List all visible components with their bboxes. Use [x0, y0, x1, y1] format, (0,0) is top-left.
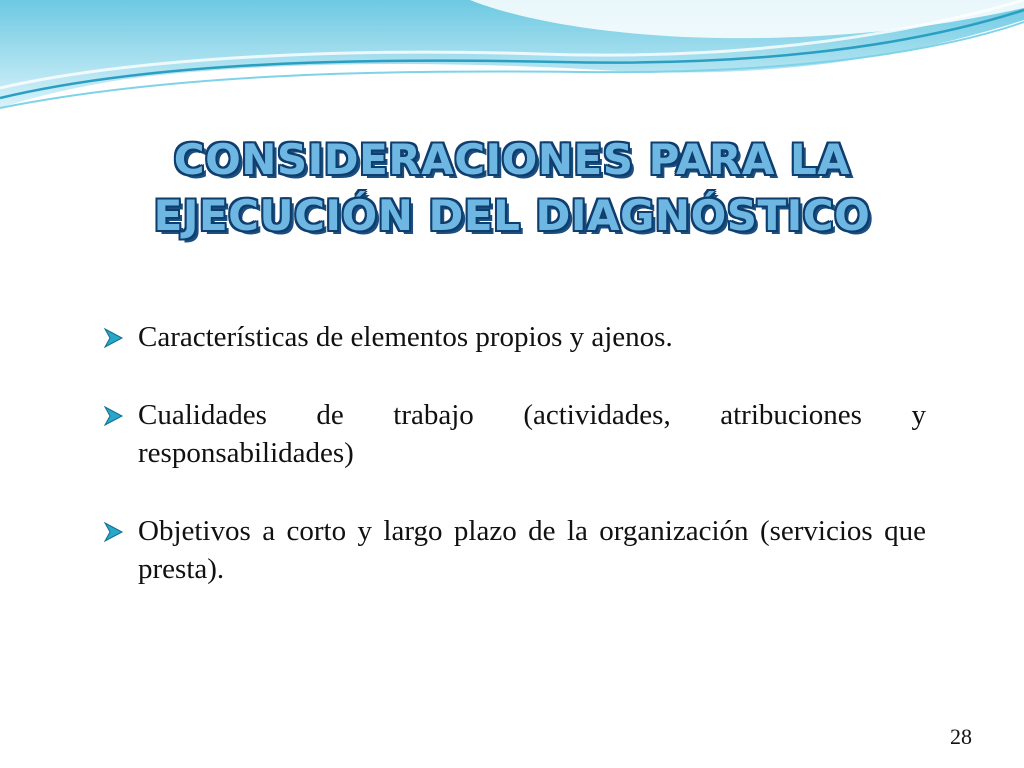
bullet-item [100, 396, 926, 472]
bullet-text: Características de elementos propios y ajenos. [138, 321, 673, 353]
title-line-2: EJECUCIÓN DEL DIAGNÓSTICO [153, 191, 871, 240]
slide-title [60, 132, 964, 244]
arrowhead-bullet-icon [102, 521, 124, 543]
page-number: 28 [950, 724, 972, 749]
bullet-list [100, 318, 926, 628]
title-line-1: CONSIDERACIONES PARA LA [173, 135, 851, 184]
arrowhead-bullet-icon [102, 327, 124, 349]
arrowhead-bullet-icon [102, 405, 124, 427]
bullet-text: Cualidades de trabajo (actividades, atribuciones y responsabilidades) [138, 399, 926, 469]
header-wave-decoration [0, 0, 1024, 130]
bullet-item [100, 512, 926, 588]
bullet-item [100, 318, 926, 356]
bullet-text: Objetivos a corto y largo plazo de la organización (servicios que presta). [138, 515, 926, 585]
